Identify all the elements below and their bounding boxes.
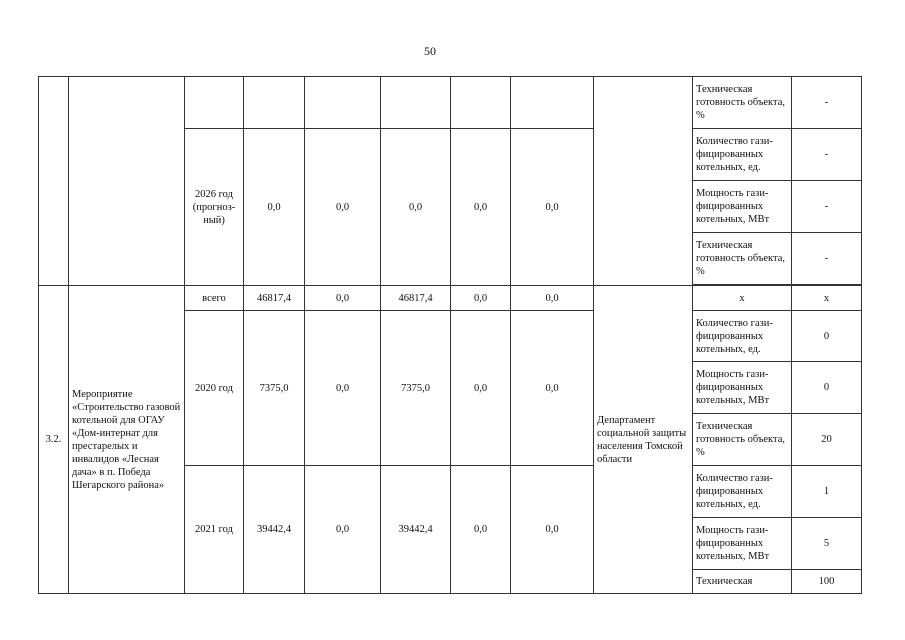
table-row (39, 77, 862, 129)
indicator-value: 0 (792, 311, 862, 362)
indicator-name: Количество гази-фицированных котельных, ед. (693, 466, 792, 518)
indicator-value: 5 (792, 518, 862, 570)
value-federal: 0,0 (305, 466, 381, 594)
indicator-name: Техническая готовность объекта, % (693, 77, 792, 129)
cell-empty (69, 77, 185, 286)
value-regional: 39442,4 (381, 466, 451, 594)
measure-name: Мероприятие «Строительство газовой котельной для ОГАУ «Дом-интернат для престарелых и инвалидов «Лесная дача» в п. Победа Шегарского района» (69, 286, 185, 594)
cell-empty (185, 77, 244, 129)
indicator-value: 100 (792, 570, 862, 594)
year-label: 2020 год (185, 311, 244, 466)
indicator-name: Техническая (693, 570, 792, 594)
value-local: 0,0 (451, 311, 511, 466)
indicator-value: - (792, 77, 862, 129)
indicator-value: - (792, 233, 862, 285)
value-regional: 46817,4 (381, 286, 451, 311)
indicator-name: Мощность гази-фицированных котельных, МВт (693, 181, 792, 233)
indicator-value: 0 (792, 362, 862, 414)
indicator-name: x (693, 286, 792, 311)
value-local: 0,0 (451, 129, 511, 286)
program-table (38, 76, 862, 594)
value-federal: 0,0 (305, 286, 381, 311)
value-other: 0,0 (511, 129, 594, 286)
row-number: 3.2. (39, 286, 69, 594)
value-total: 39442,4 (244, 466, 305, 594)
indicator-name: Техническая готовность объекта, % (693, 414, 792, 466)
cell-empty (451, 77, 511, 129)
value-other: 0,0 (511, 311, 594, 466)
indicator-name: Мощность гази-фицированных котельных, МВт (693, 518, 792, 570)
value-other: 0,0 (511, 286, 594, 311)
indicator-value: - (792, 129, 862, 181)
value-federal: 0,0 (305, 311, 381, 466)
cell-empty (511, 77, 594, 129)
indicator-name: Мощность гази-фицированных котельных, МВт (693, 362, 792, 414)
value-total: 7375,0 (244, 311, 305, 466)
value-regional: 7375,0 (381, 311, 451, 466)
year-label: 2021 год (185, 466, 244, 594)
indicator-value: - (792, 181, 862, 233)
value-local: 0,0 (451, 286, 511, 311)
indicator-name: Количество гази-фицированных котельных, ед. (693, 311, 792, 362)
indicator-name: Техническая готовность объекта, % (693, 233, 792, 285)
year-label: 2026 год (прогноз-ный) (185, 129, 244, 286)
value-local: 0,0 (451, 466, 511, 594)
value-other: 0,0 (511, 466, 594, 594)
page-number: 50 (424, 44, 436, 58)
indicator-value: x (792, 286, 862, 311)
indicator-value: 20 (792, 414, 862, 466)
value-total: 0,0 (244, 129, 305, 286)
year-label: всего (185, 286, 244, 311)
cell-empty (244, 77, 305, 129)
value-regional: 0,0 (381, 129, 451, 286)
executor: Департамент социальной защиты населения Томской области (594, 286, 693, 594)
indicator-value: 1 (792, 466, 862, 518)
cell-empty (594, 77, 693, 286)
cell-empty (39, 77, 69, 286)
value-federal: 0,0 (305, 129, 381, 286)
value-total: 46817,4 (244, 286, 305, 311)
table-row (39, 286, 862, 311)
cell-empty (305, 77, 381, 129)
cell-empty (381, 77, 451, 129)
indicator-name: Количество гази-фицированных котельных, ед. (693, 129, 792, 181)
